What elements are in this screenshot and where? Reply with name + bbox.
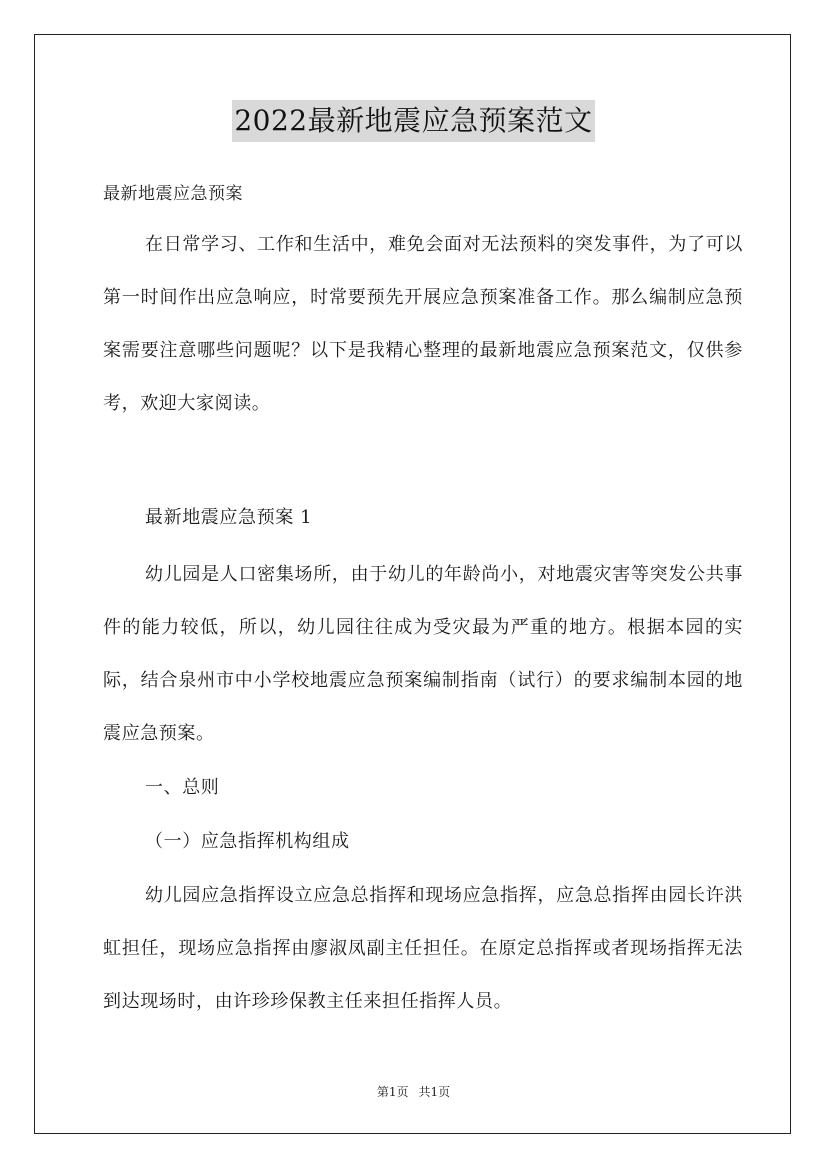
heading-sub-1: （一）应急指挥机构组成	[145, 831, 350, 852]
section-paragraph-1: 幼儿园是人口密集场所，由于幼儿的年龄尚小，对地震灾害等突发公共事件的能力较低，所以，幼儿园往往成为受灾最为严重的地方。根据本园的实际，结合泉州市中小学校地震应急预案编制指南（试行）的要求编制本园的地震应急预案。	[103, 564, 743, 744]
document-title: 2022最新地震应急预案范文	[232, 100, 594, 142]
document-subtitle: 最新地震应急预案	[103, 184, 243, 204]
section-paragraph-2: 幼儿园应急指挥设立应急总指挥和现场应急指挥，应急总指挥由园长许洪虹担任，现场应急指挥由廖淑凤副主任担任。在原定总指挥或者现场指挥无法到达现场时，由许珍珍保教主任来担任指挥人员。	[103, 885, 743, 1012]
page-number: 第1页	[376, 1085, 409, 1099]
intro-paragraph: 在日常学习、工作和生活中，难免会面对无法预料的突发事件，为了可以第一时间作出应急响应，时常要预先开展应急预案准备工作。那么编制应急预案需要注意哪些问题呢？以下是我精心整理的最新地震应急预案范文，仅供参考，欢迎大家阅读。	[103, 234, 743, 414]
heading-general: 一、总则	[145, 777, 220, 798]
section-heading: 最新地震应急预案 1	[145, 507, 313, 528]
page-total: 共1页	[418, 1085, 451, 1099]
title-wrap	[0, 100, 827, 142]
page-footer	[0, 1082, 827, 1102]
